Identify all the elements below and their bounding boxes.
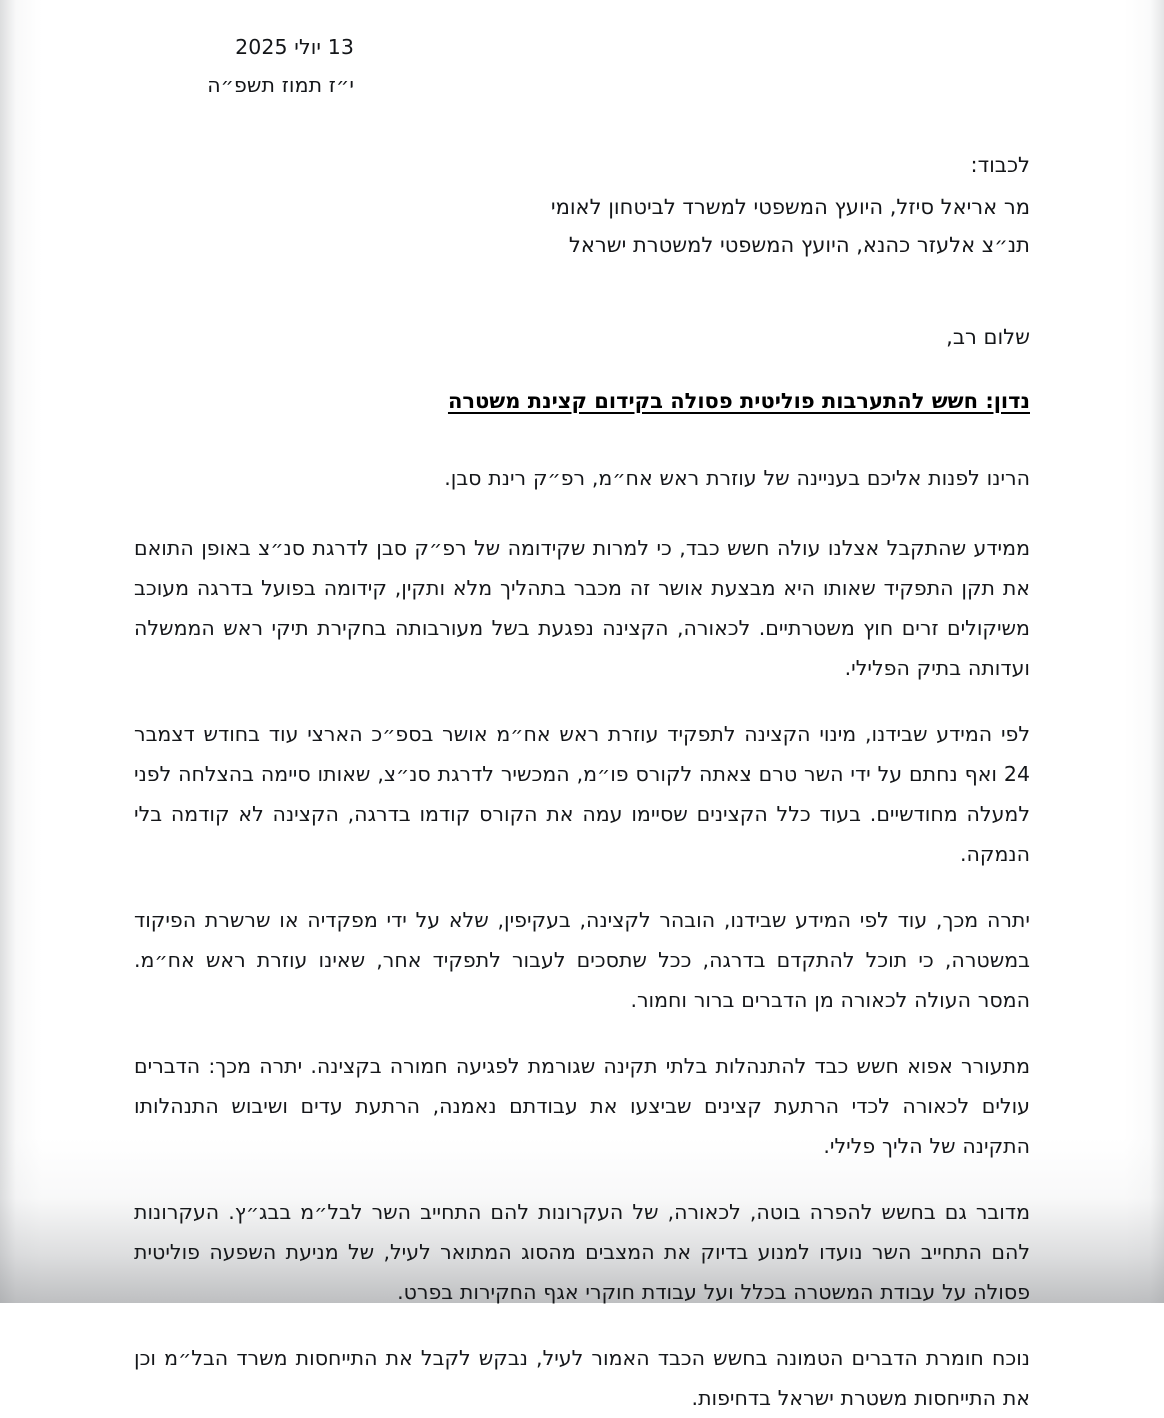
- body-paragraph-6: מדובר גם בחשש להפרה בוטה, לכאורה, של העקרונות להם התחייב השר לבל״מ בבג״ץ. העקרונות להם התחייב השר נועדו למנוע בדיוק את המצבים מהסוג המתואר לעיל, של מניעת השפעה פוליטית פסולה על עבודת המשטרה בכלל ועל עבודת חוקרי אגף החקירות בפרט.: [134, 1200, 1030, 1304]
- hebrew-date: י״ז תמוז תשפ״ה: [207, 73, 354, 97]
- body-paragraph-3: לפי המידע שבידנו, מינוי הקצינה לתפקיד עוזרת ראש אח״מ אושר בספ״כ הארצי עוד בחודש דצמבר 24 ואף נחתם על ידי השר טרם צאתה לקורס פו״מ, המכשיר לדרגת סנ״צ, שאותו סיימה בהצלחה לפני למעלה מחודשיים. בעוד כלל הקצינים שסיימו עמה את הקורס קודמו בדרגה, הקצינה לא קודמה בלי הנמקה.: [134, 722, 1030, 866]
- subject-line: [134, 384, 1030, 418]
- greeting-line: שלום רב,: [946, 325, 1030, 349]
- addressee-recipient-2: תנ״צ אלעזר כהנא, היועץ המשפטי למשטרת ישראל: [568, 233, 1030, 257]
- letter-body: [134, 458, 1030, 1418]
- body-paragraph-4: יתרה מכך, עוד לפי המידע שבידנו, הובהר לקצינה, בעקיפין, שלא על ידי מפקדיה או שרשרת הפיקוד במשטרה, כי תוכל להתקדם בדרגה, ככל שתסכים לעבור לתפקיד אחר, שאינו עוזרת ראש אח״מ. המסר העולה לכאורה מן הדברים ברור וחמור.: [134, 908, 1030, 1012]
- addressee-recipient-1: מר אריאל סיזל, היועץ המשפטי למשרד לביטחון לאומי: [550, 195, 1030, 219]
- gregorian-date: 13 יולי 2025: [235, 35, 354, 59]
- body-paragraph-1: הרינו לפנות אליכם בעניינה של עוזרת ראש אח״מ, רפ״ק רינת סבן.: [444, 466, 1030, 490]
- body-paragraph-7: נוכח חומרת הדברים הטמונה בחשש הכבד האמור לעיל, נבקש לקבל את התייחסות משרד הבל״מ וכן את התייחסות משטרת ישראל בדחיפות.: [134, 1346, 1030, 1410]
- date-block: [134, 28, 354, 104]
- addressee-block: [134, 146, 1030, 264]
- body-paragraph-2: ממידע שהתקבל אצלנו עולה חשש כבד, כי למרות שקידומה של רפ״ק סבן לדרגת סנ״צ באופן התואם את תקן התפקיד שאותו היא מבצעת אושר זה מכבר בתהליך מלא ותקין, קידומה בפועל בדרגה מעוכב משיקולים זרים חוץ משטרתיים. לכאורה, הקצינה נפגעת בשל מעורבותה בחקירת תיקי ראש הממשלה ועדותה בתיק הפלילי.: [134, 536, 1030, 680]
- subject-text: נדון: חשש להתערבות פוליטית פסולה בקידום קצינת משטרה: [447, 389, 1030, 413]
- addressee-to-label: לכבוד:: [970, 153, 1030, 177]
- body-paragraph-5: מתעורר אפוא חשש כבד להתנהלות בלתי תקינה שגורמת לפגיעה חמורה בקצינה. יתרה מכך: הדברים עולים לכאורה לכדי הרתעת קצינים שביצעו את עבודתם נאמנה, הרתעת עדים ושיבוש התנהלותו התקינה של הליך פלילי.: [134, 1054, 1030, 1158]
